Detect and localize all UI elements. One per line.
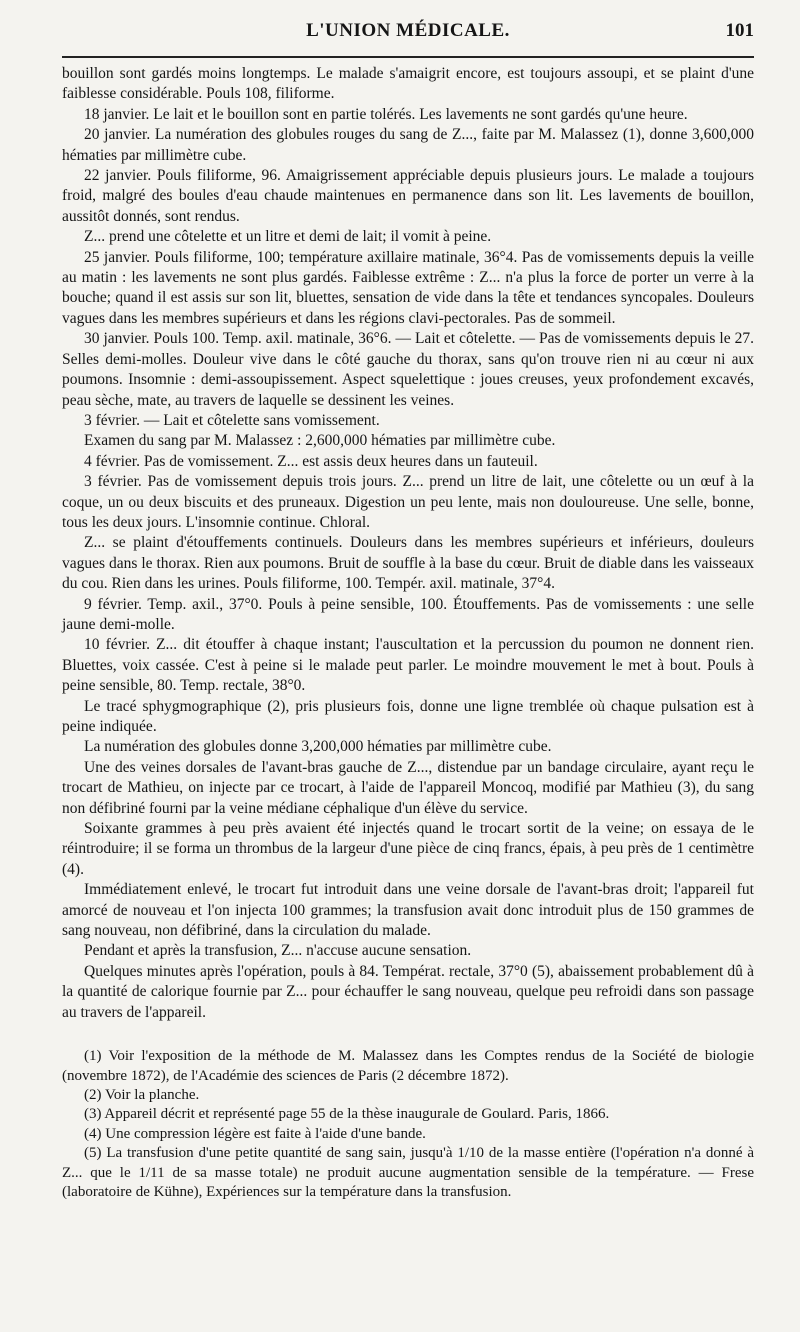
footnote: (3) Appareil décrit et représenté page 55 de la thèse inaugurale de Goulard. Paris, 1866.: [84, 1106, 610, 1123]
paragraph: bouillon sont gardés moins longtemps. Le malade s'amaigrit encore, est toujours assoupi, et se plaint d'une faiblesse considérable. Pouls 108, filiforme.: [62, 65, 754, 103]
paragraph: Une des veines dorsales de l'avant-bras gauche de Z..., distendue par un bandage circulaire, ayant reçu le trocart de Mathieu, on injecte par ce trocart, à l'aide de l'appareil Moncoq, modifié par Mathieu (3), du sang non défibriné fourni par la veine médiane céphalique d'un élève du service.: [62, 758, 754, 817]
document-page: [62, 18, 754, 1202]
running-head: L'UNION MÉDICALE.: [306, 20, 510, 41]
paragraph: Le tracé sphygmographique (2), pris plusieurs fois, donne une ligne tremblée où chaque pulsation est à peine indiquée.: [62, 697, 754, 735]
page-number: 101: [725, 20, 754, 41]
footnote: (5) La transfusion d'une petite quantité de sang sain, jusqu'à 1/10 de la masse entière (l'opération n'a donné à Z... que le 1/11 de sa masse totale) ne produit aucune augmentation sensible de la température. — Frese (laboratoire de Kühne), Expériences sur la température dans la transfusion.: [62, 1145, 754, 1200]
paragraph: 18 janvier. Le lait et le bouillon sont en partie tolérés. Les lavements ne sont gardés qu'une heure.: [84, 105, 688, 123]
paragraph: Soixante grammes à peu près avaient été injectés quand le trocart sortit de la veine; on essaya de le réintroduire; il se forma un thrombus de la largeur d'une pièce de cinq francs, épais, à peu près de 1 centimètre (4).: [62, 820, 754, 878]
paragraph: 4 février. Pas de vomissement. Z... est assis deux heures dans un fauteuil.: [84, 452, 538, 470]
paragraph: Z... prend une côtelette et un litre et demi de lait; il vomit à peine.: [84, 228, 492, 246]
header-rule: [62, 56, 754, 58]
footnote: (2) Voir la planche.: [84, 1086, 200, 1103]
paragraph: 22 janvier. Pouls filiforme, 96. Amaigrissement appréciable depuis plusieurs jours. Le malade a toujours froid, malgré des boules d'eau chaude maintenues en permanence dans son lit. Les lavements de bouillon, aussitôt donnés, sont rendus.: [62, 167, 754, 225]
paragraph: Examen du sang par M. Malassez : 2,600,000 hématies par millimètre cube.: [84, 432, 556, 450]
paragraph: Immédiatement enlevé, le trocart fut introduit dans une veine dorsale de l'avant-bras droit; l'appareil fut amorcé de nouveau et l'on injecta 100 grammes; la transfusion avait donc introduit plus de 150 grammes de sang nouveau, non défibriné, dans la circulation du malade.: [62, 881, 754, 940]
paragraph: Z... se plaint d'étouffements continuels. Douleurs dans les membres supérieurs et inférieurs, douleurs vagues dans le thorax. Rien aux poumons. Bruit de souffle à la base du cœur. Bruit de diable dans les vaisseaux du cou. Rien dans les urines. Pouls filiforme, 100. Tempér. axil. matinale, 37°4.: [62, 534, 754, 593]
paragraph: 10 février. Z... dit étouffer à chaque instant; l'auscultation et la percussion du poumon ne donnent rien. Bluettes, voix cassée. C'est à peine si le malade peut parler. Le moindre mouvement le met à bout. Pouls à peine sensible, 80. Temp. rectale, 38°0.: [62, 636, 754, 695]
paragraph: Quelques minutes après l'opération, pouls à 84. Températ. rectale, 37°0 (5), abaissement probablement dû à la quantité de calorique fournie par Z... pour échauffer le sang nouveau, quelque peu refroidi dans son passage au travers de l'appareil.: [62, 962, 754, 1021]
paragraph: Pendant et après la transfusion, Z... n'accuse aucune sensation.: [84, 942, 472, 960]
footnotes: [62, 1047, 754, 1202]
paragraph: 30 janvier. Pouls 100. Temp. axil. matinale, 36°6. — Lait et côtelette. — Pas de vomissements depuis le 27. Selles demi-molles. Douleur vive dans le côté gauche du thorax, sans qu'on trouve rien ni au cœur ni aux poumons. Insomnie : demi-assoupissement. Aspect squelettique : joues creuses, yeux profondement excavés, peau sèche, mate, au travers de laquelle se dessinent les veines.: [62, 330, 754, 409]
paragraph: La numération des globules donne 3,200,000 hématies par millimètre cube.: [84, 738, 552, 756]
body-text: [62, 64, 754, 1023]
footnote: (4) Une compression légère est faite à l'aide d'une bande.: [84, 1125, 426, 1142]
paragraph: 9 février. Temp. axil., 37°0. Pouls à peine sensible, 100. Étouffements. Pas de vomissements : une selle jaune demi-molle.: [62, 595, 754, 633]
paragraph: 3 février. — Lait et côtelette sans vomissement.: [84, 411, 380, 429]
paragraph: 3 février. Pas de vomissement depuis trois jours. Z... prend un litre de lait, une côtelette ou un œuf à la coque, un ou deux biscuits et des pruneaux. Digestion un peu lente, mais non douloureuse. Une selle, bonne, tous les deux jours. L'insomnie continue. Chloral.: [62, 473, 754, 531]
footnote: (1) Voir l'exposition de la méthode de M. Malassez dans les Comptes rendus de la Société de biologie (novembre 1872), de l'Académie des sciences de Paris (2 décembre 1872).: [62, 1048, 754, 1084]
paragraph: 20 janvier. La numération des globules rouges du sang de Z..., faite par M. Malassez (1), donne 3,600,000 hématies par millimètre cube.: [62, 126, 754, 164]
paragraph: 25 janvier. Pouls filiforme, 100; température axillaire matinale, 36°4. Pas de vomissements depuis la veille au matin : les lavements ne sont plus gardés. Faiblesse extrême : Z... n'a plus la force de porter un verre à la bouche; quand il est assis sur son lit, bluettes, sensation de vide dans la tête et tendances syncopales. Douleurs vagues dans les membres supérieurs et dans les régions clavi-pectorales. Pas de sommeil.: [62, 248, 754, 327]
page-header: [62, 18, 754, 48]
